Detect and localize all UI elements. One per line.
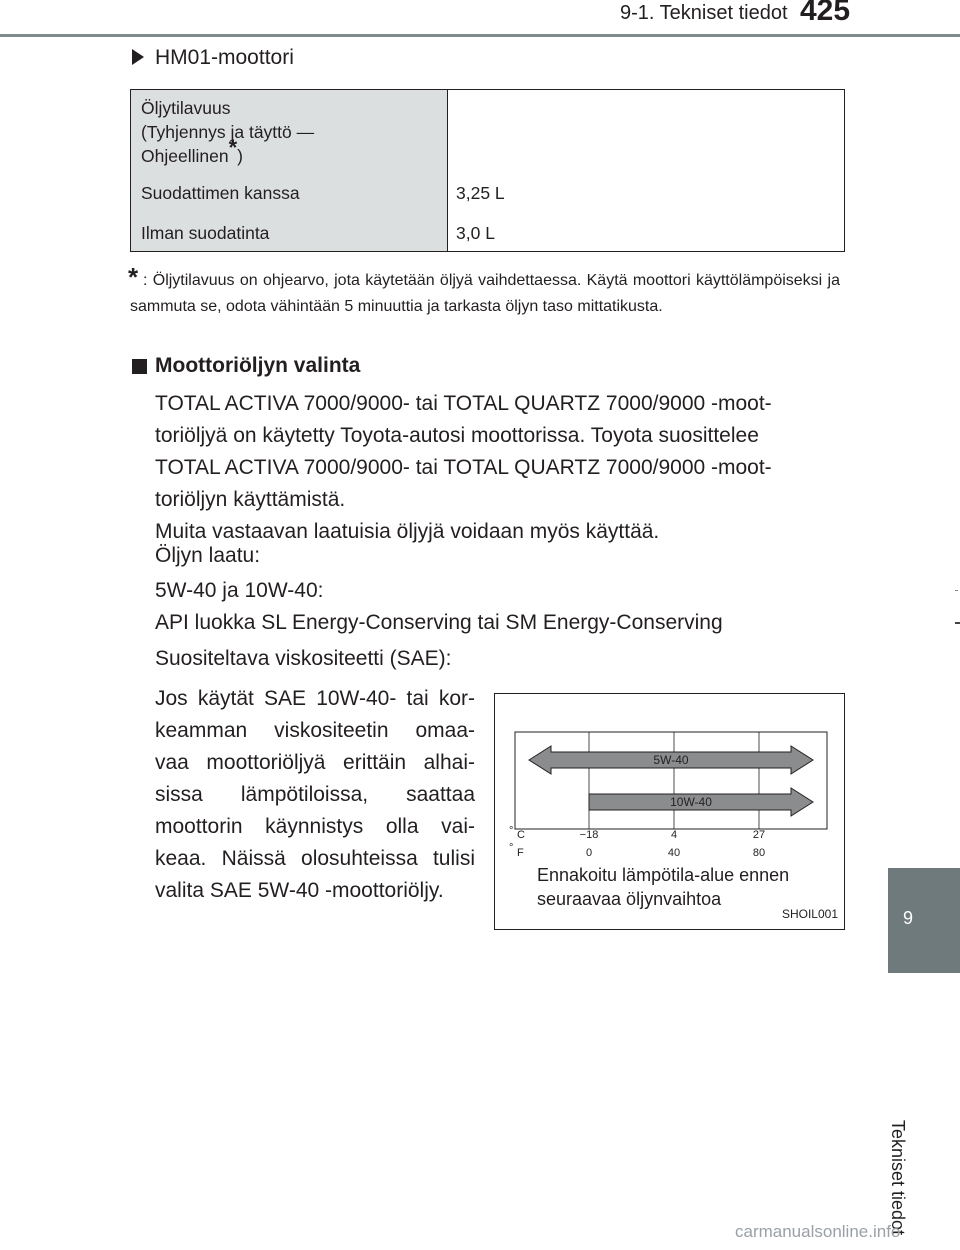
table-header-line-2: (Tyhjennys ja täyttö — bbox=[141, 122, 315, 142]
chapter-label: Tekniset tiedot bbox=[888, 1120, 908, 1236]
header-section-title: 9-1. Tekniset tiedot bbox=[620, 2, 788, 24]
axis-f-tick: 40 bbox=[667, 847, 681, 859]
paragraph-line: valita SAE 5W-40 -moottoriöljy. bbox=[155, 879, 444, 902]
table-row-label: Suodattimen kanssa bbox=[141, 183, 300, 203]
oil-quality-label: Öljyn laatu: bbox=[155, 544, 261, 567]
paragraph-oil-recommendation bbox=[155, 388, 840, 548]
paragraph-line: moottorin käynnistys olla vai- bbox=[155, 815, 475, 838]
axis-f-tick: 0 bbox=[585, 847, 593, 859]
paragraph-line: Jos käytät SAE 10W-40- tai kor- bbox=[155, 687, 475, 710]
oil-capacity-table bbox=[130, 89, 845, 252]
axis-f-degree: ° bbox=[509, 842, 514, 854]
section-title: HM01-moottori bbox=[155, 46, 294, 69]
figure-caption bbox=[537, 863, 789, 911]
table-header-line-1: Öljytilavuus bbox=[141, 98, 231, 118]
paragraph-line: 5W-40 ja 10W-40: bbox=[155, 579, 324, 602]
axis-f-unit: F bbox=[517, 847, 524, 859]
axis-c-unit: C bbox=[517, 829, 525, 841]
chart-frame bbox=[515, 732, 827, 829]
edge-tick bbox=[955, 622, 960, 624]
figure-caption-line: Ennakoitu lämpötila-alue ennen bbox=[537, 865, 790, 885]
table-row-label: Ilman suodatinta bbox=[141, 223, 270, 243]
footnote-marker: * bbox=[128, 262, 139, 292]
table-row-value: 3,25 L bbox=[456, 183, 505, 203]
viscosity-note bbox=[155, 683, 475, 907]
paragraph-line: keamman viskositeetin omaa- bbox=[155, 719, 475, 742]
watermark: carmanualsonline.info bbox=[735, 1222, 901, 1241]
paragraph-line: vaa moottoriöljyä erittäin alhai- bbox=[155, 751, 475, 774]
axis-c-tick: −18 bbox=[579, 829, 599, 841]
viscosity-label: Suositeltava viskositeetti (SAE): bbox=[155, 647, 452, 670]
series-10w40-label: 10W-40 bbox=[670, 795, 712, 809]
table-header-close: ) bbox=[237, 146, 243, 166]
subsection-title: Moottoriöljyn valinta bbox=[155, 354, 361, 377]
viscosity-figure bbox=[494, 693, 845, 930]
axis-c-degree: ° bbox=[509, 825, 514, 837]
paragraph-line: Muita vastaavan laatuisia öljyjä voidaan myös käyttää. bbox=[155, 520, 660, 543]
section-arrow-icon bbox=[132, 49, 144, 65]
footnote-text: : Öljytilavuus on ohjearvo, jota käytetään öljyä vaihdettaessa. Käytä moottori käyttölämpöiseksi ja sammuta se, odota vähintään 5 minuuttia ja tarkasta öljyn taso mittatikusta. bbox=[130, 272, 840, 315]
table-row-value: 3,0 L bbox=[456, 223, 495, 243]
edge-tick-small bbox=[955, 590, 958, 591]
axis-f-tick: 80 bbox=[752, 847, 766, 859]
paragraph-line: toriöljyn käyttämistä. bbox=[155, 488, 346, 511]
figure-caption-line: seuraavaa öljynvaihtoa bbox=[537, 889, 722, 909]
paragraph-line: toriöljyä on käytetty Toyota-autosi moottorissa. Toyota suosittelee bbox=[155, 424, 759, 447]
paragraph-line: keaa. Näissä olosuhteissa tulisi bbox=[155, 847, 475, 870]
series-5w40-label: 5W-40 bbox=[653, 753, 689, 767]
oil-quality-spec bbox=[155, 575, 840, 639]
paragraph-line: sissa lämpötiloissa, saattaa bbox=[155, 783, 475, 806]
header-rule bbox=[0, 34, 960, 37]
footnote-ref: * bbox=[228, 135, 238, 161]
paragraph-line: TOTAL ACTIVA 7000/9000- tai TOTAL QUARTZ 7000/9000 -moot- bbox=[155, 392, 772, 415]
table-header-line-3: Ohjeellinen bbox=[141, 146, 229, 166]
table-header bbox=[141, 96, 314, 168]
paragraph-line: API luokka SL Energy-Conserving tai SM Energy-Conserving bbox=[155, 611, 723, 634]
axis-c-tick: 27 bbox=[752, 829, 766, 841]
chapter-number: 9 bbox=[902, 908, 913, 928]
figure-id: SHOIL001 bbox=[781, 907, 838, 921]
paragraph-line: TOTAL ACTIVA 7000/9000- tai TOTAL QUARTZ 7000/9000 -moot- bbox=[155, 456, 772, 479]
page-number: 425 bbox=[800, 0, 851, 27]
axis-c-tick: 4 bbox=[670, 829, 678, 841]
subsection-square-icon bbox=[132, 359, 147, 374]
